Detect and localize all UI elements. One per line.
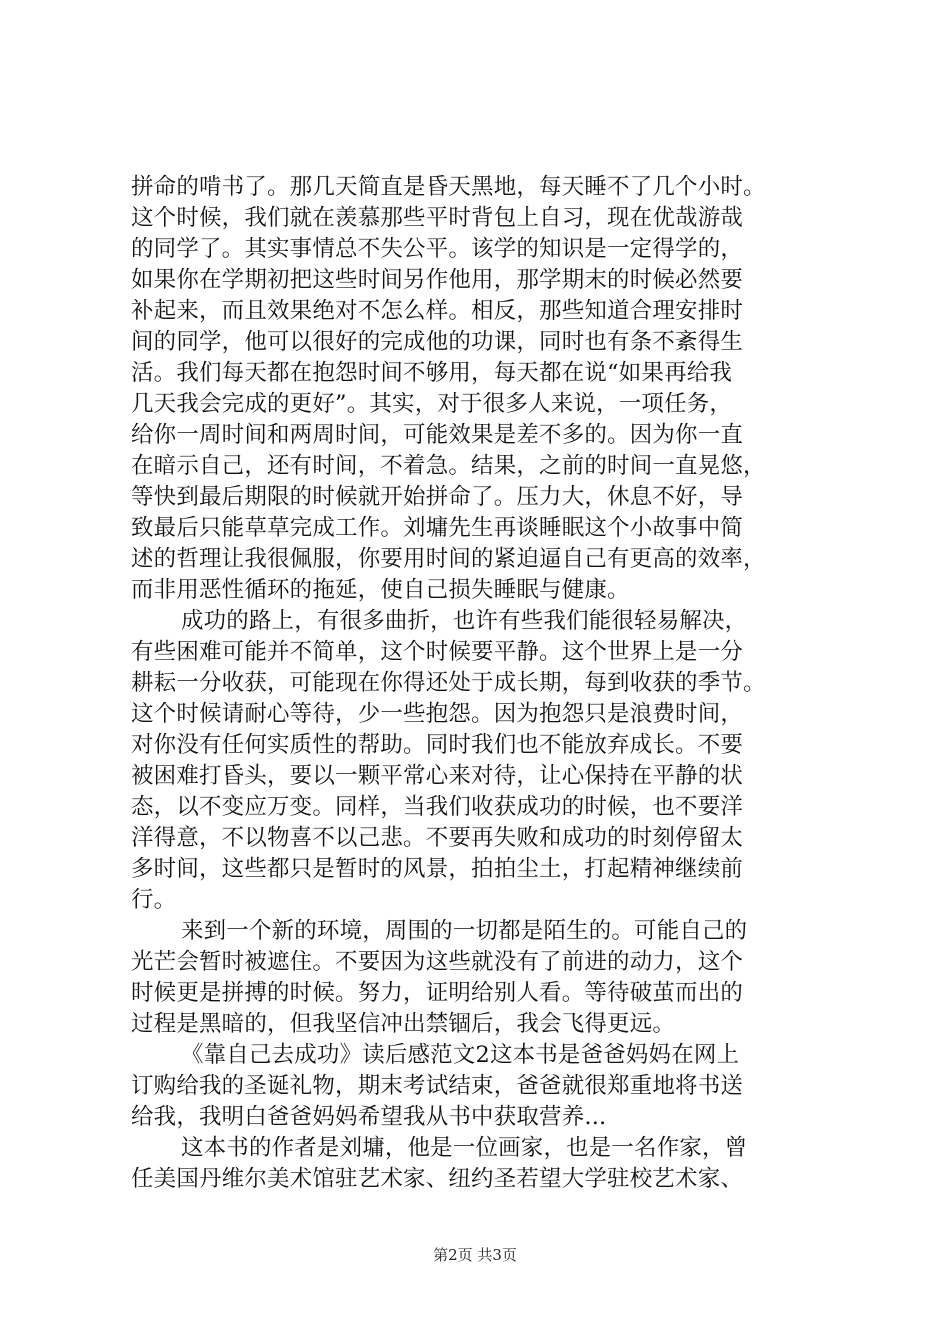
text-line: 对你没有任何实质性的帮助。同时我们也不能放弃成长。不要 [131,732,744,758]
text-line: 这个时候，我们就在羡慕那些平时背包上自习，现在优哉游哉 [131,205,744,231]
text-line: 给我，我明白爸爸妈妈希望我从书中获取营养... [131,1104,607,1130]
text-line: 时候更是拼搏的时候。努力，证明给别人看。等待破茧而出的 [131,980,744,1006]
text-line: 给你一周时间和两周时间，可能效果是差不多的。因为你一直 [131,422,744,448]
text-line: 订购给我的圣诞礼物，期末考试结束，爸爸就很郑重地将书送 [131,1073,744,1099]
text-line: 等快到最后期限的时候就开始拼命了。压力大，休息不好，导 [131,484,744,510]
text-line: 来到一个新的环境，周围的一切都是陌生的。可能自己的 [181,918,748,944]
text-line: 几天我会完成的更好”。其实，对于很多人来说，一项任务， [131,391,733,417]
text-line: 被困难打昏头，要以一颗平常心来对待，让心保持在平静的状 [131,763,744,789]
text-line: 补起来，而且效果绝对不怎么样。相反，那些知道合理安排时 [131,298,744,324]
page-number-footer: 第2页 共3页 [433,1246,517,1264]
text-line: 洋得意，不以物喜不以己悲。不要再失败和成功的时刻停留太 [131,825,744,851]
text-line: 这个时候请耐心等待，少一些抱怨。因为抱怨只是浪费时间， [131,701,744,727]
text-line: 任美国丹维尔美术馆驻艺术家、纽约圣若望大学驻校艺术家、 [131,1166,744,1192]
text-line: 如果你在学期初把这些时间另作他用，那学期末的时候必然要 [131,267,744,293]
text-line: 的同学了。其实事情总不失公平。该学的知识是一定得学的， [131,236,744,262]
text-line: 《靠自己去成功》读后感范文2这本书是爸爸妈妈在网上 [181,1042,740,1068]
text-line: 有些困难可能并不简单，这个时候要平静。这个世界上是一分 [131,639,744,665]
text-line: 耕耘一分收获，可能现在你得还处于成长期，每到收获的季节。 [131,670,766,696]
text-line: 在暗示自己，还有时间，不着急。结果，之前的时间一直晃悠， [131,453,766,479]
text-line: 而非用恶性循环的拖延，使自己损失睡眠与健康。 [131,577,630,603]
text-line: 过程是黑暗的，但我坚信冲出禁锢后，我会飞得更远。 [131,1011,676,1037]
text-line: 活。我们每天都在抱怨时间不够用，每天都在说“如果再给我 [131,360,733,386]
text-line: 行。 [131,887,177,913]
text-line: 光芒会暂时被遮住。不要因为这些就没有了前进的动力，这个 [131,949,744,975]
text-line: 多时间，这些都只是暂时的风景，拍拍尘土，打起精神继续前 [131,856,744,882]
text-line: 述的哲理让我很佩服，你要用时间的紧迫逼自己有更高的效率， [131,546,766,572]
text-line: 间的同学，他可以很好的完成他的功课，同时也有条不紊得生 [131,329,744,355]
text-line: 这本书的作者是刘墉，他是一位画家，也是一名作家，曾 [181,1135,748,1161]
document-body [131,172,831,1195]
text-line: 态，以不变应万变。同样，当我们收获成功的时候，也不要洋 [131,794,744,820]
text-line: 拼命的啃书了。那几天简直是昏天黑地，每天睡不了几个小时。 [131,174,766,200]
text-line: 成功的路上，有很多曲折，也许有些我们能很轻易解决， [181,608,748,634]
text-line: 致最后只能草草完成工作。刘墉先生再谈睡眠这个小故事中简 [131,515,744,541]
